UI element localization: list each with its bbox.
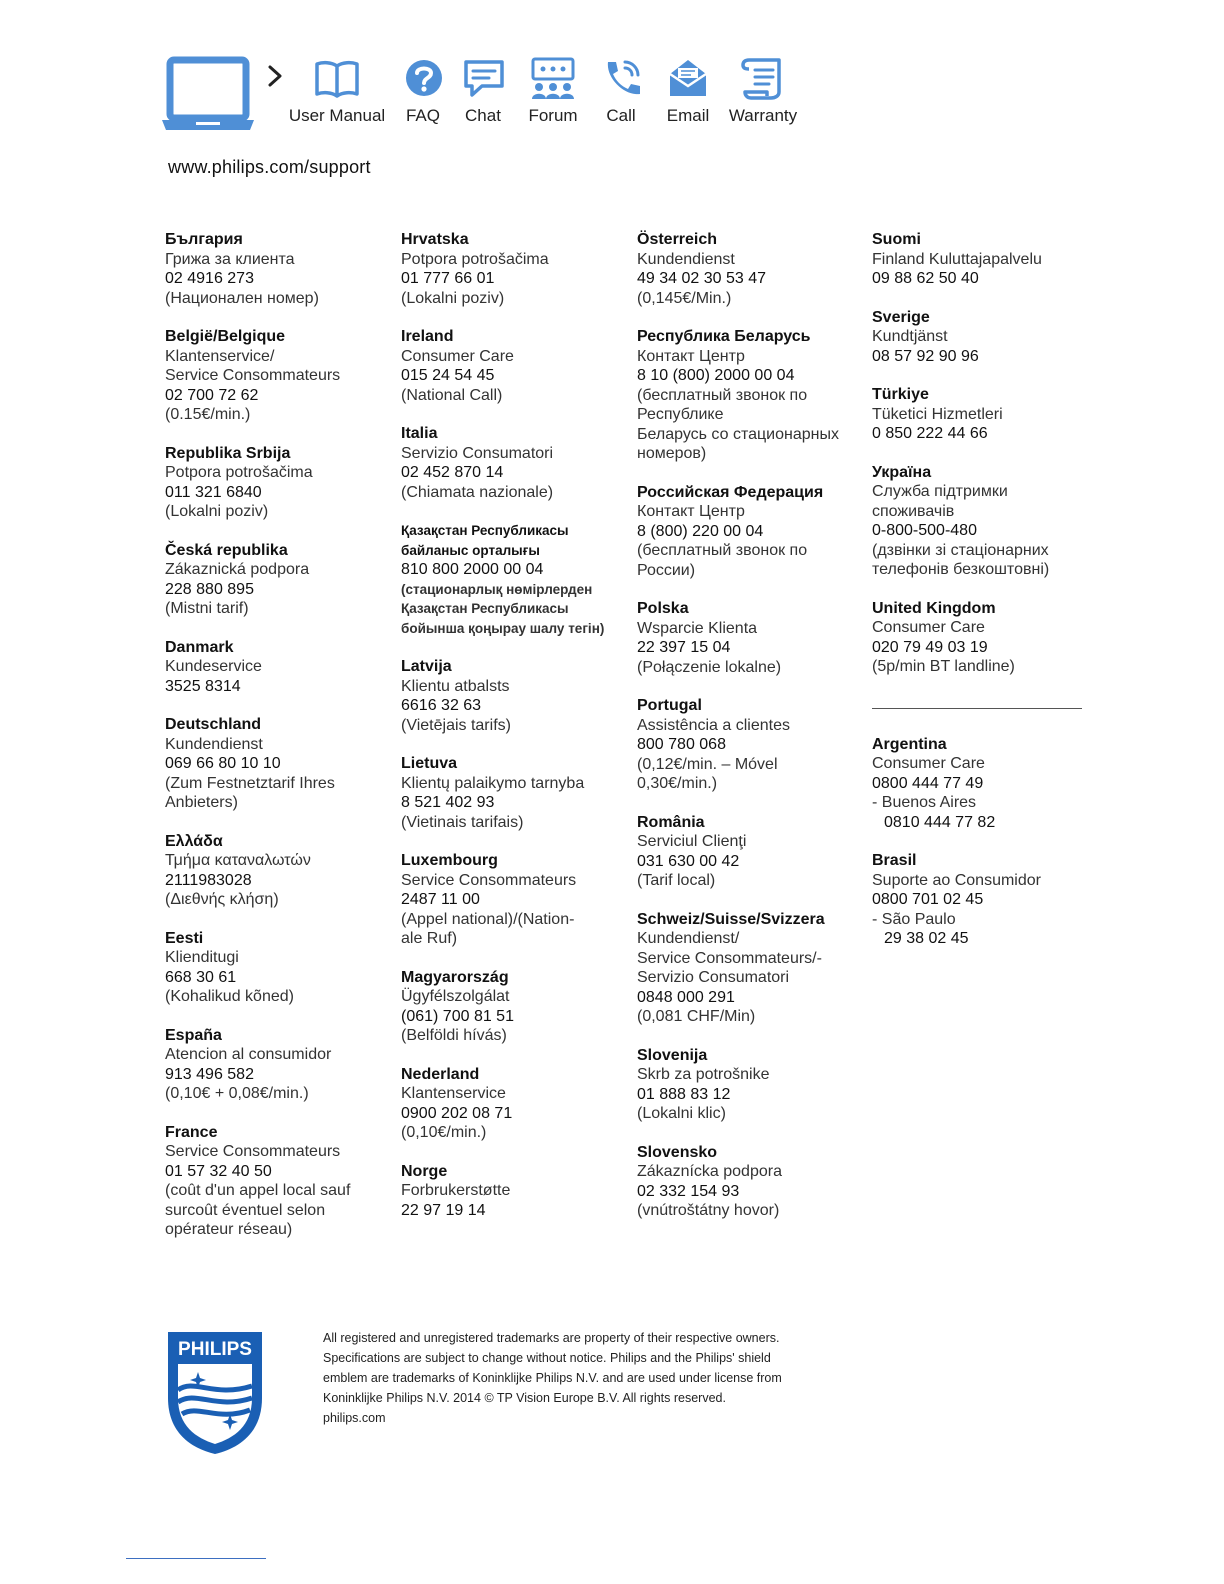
service-name: Kundtjänst: [872, 328, 948, 345]
call-note: Қазақстан Республикасы: [401, 601, 569, 616]
phone-number: 015 24 54 45: [401, 367, 495, 384]
service-name: споживачів: [872, 502, 955, 520]
service-name: Τμήμα καταναλωτών: [165, 852, 311, 869]
contact-entry: [401, 754, 626, 832]
country-name: Brasil: [872, 852, 917, 869]
service-name: Tüketici Hizmetleri: [872, 405, 1003, 423]
phone-number: 0800 701 02 45: [872, 891, 984, 908]
country-name: Česká republika: [165, 541, 288, 559]
contacts-column-2: [401, 230, 626, 1239]
contact-entry: [637, 230, 862, 308]
contact-entry: [637, 696, 862, 794]
call-note: (стационарлық нөмірлерден: [401, 581, 593, 597]
phone-number: 0810 444 77 82: [884, 813, 996, 831]
country-name: France: [165, 1123, 218, 1141]
service-name: Kundendienst: [165, 735, 263, 753]
country-name: Slovenija: [637, 1046, 708, 1064]
nav-call[interactable]: [598, 56, 644, 126]
legal-line: emblem are trademarks of Koninklijke Philips N.V. and are used under license from: [323, 1371, 782, 1385]
service-name: Servizio Consumatori: [637, 969, 790, 986]
call-note: opérateur réseau): [165, 1221, 293, 1238]
contact-entry: [637, 327, 862, 464]
country-name: Российская Федерация: [637, 483, 824, 501]
legal-line: Koninklijke Philips N.V. 2014 © TP Vision Europe B.V. All rights reserved.: [323, 1391, 726, 1405]
phone-number: 0848 000 291: [637, 988, 735, 1006]
service-name: Potpora potrošačima: [401, 250, 549, 268]
service-name: Consumer Care: [401, 347, 514, 365]
service-name: Atencion al consumidor: [165, 1046, 332, 1063]
country-name: Eesti: [165, 929, 204, 947]
phone-number: 8 521 402 93: [401, 794, 495, 811]
contact-entry: [872, 599, 1097, 677]
contact-entry: [872, 463, 1097, 580]
contact-entry: [872, 735, 1097, 833]
contact-entry: [165, 327, 390, 425]
call-note: (Vietējais tarifs): [401, 716, 511, 734]
service-name: Zákaznická podpora: [165, 561, 310, 578]
country-name: España: [165, 1026, 222, 1044]
country-name: Türkiye: [872, 386, 929, 403]
service-name: Service Consommateurs: [165, 367, 341, 384]
contact-entry: [401, 1162, 626, 1221]
phone-number: 29 38 02 45: [884, 930, 969, 947]
call-note: телефонів безкоштовні): [872, 561, 1050, 578]
phone-number: 668 30 61: [165, 968, 237, 986]
phone-number: 8 10 (800) 2000 00 04: [637, 367, 795, 384]
call-note: (Vietinais tarifais): [401, 813, 524, 831]
phone-number: 08 57 92 90 96: [872, 347, 979, 365]
call-note: (Appel national)/(Nation-: [401, 910, 575, 928]
legal-notice: [323, 1328, 843, 1428]
nav-chat-label: Chat: [465, 106, 501, 125]
call-note: Беларусь со стационарных: [637, 425, 839, 443]
call-note: - São Paulo: [872, 910, 956, 928]
service-name: Контакт Центр: [637, 503, 745, 520]
call-note: (National Call): [401, 386, 503, 404]
service-name: Kundendienst: [637, 250, 735, 268]
call-note: (Chiamata nazionale): [401, 483, 554, 501]
phone-number: 069 66 80 10 10: [165, 755, 281, 772]
call-note: номеров): [637, 445, 707, 462]
contact-entry: [872, 385, 1097, 444]
country-name: Slovensko: [637, 1143, 718, 1161]
nav-chat[interactable]: [460, 56, 506, 126]
contact-entry: [165, 929, 390, 1007]
contacts-column-1: [165, 230, 390, 1259]
contact-entry: [165, 1123, 390, 1240]
contact-entry: [165, 638, 390, 697]
country-name: Sverige: [872, 308, 930, 326]
call-note: (Национален номер): [165, 289, 319, 307]
service-name: Skrb za potrošnike: [637, 1066, 770, 1083]
country-name: Deutschland: [165, 716, 262, 733]
call-note: (Mistni tarif): [165, 600, 249, 617]
call-note: (vnútroštátny hovor): [637, 1202, 780, 1219]
phone-number: 2111983028: [165, 871, 252, 889]
service-name: Klienditugi: [165, 949, 239, 966]
phone-number: 6616 32 63: [401, 697, 482, 714]
nav-warranty-label: Warranty: [728, 106, 798, 125]
phone-number: 020 79 49 03 19: [872, 638, 988, 656]
service-name: Potpora potrošačima: [165, 464, 313, 481]
service-name: Consumer Care: [872, 755, 985, 772]
country-name: Schweiz/Suisse/Svizzera: [637, 910, 825, 928]
call-note: (Połączenie lokalne): [637, 658, 782, 676]
country-name: Республика Беларусь: [637, 328, 811, 345]
country-name: Italia: [401, 425, 438, 442]
call-note: (Belföldi hívás): [401, 1027, 507, 1044]
phone-number: 22 397 15 04: [637, 639, 731, 656]
contact-entry: [872, 308, 1097, 367]
email-icon: [664, 56, 712, 100]
call-note: surcoût éventuel selon: [165, 1201, 326, 1219]
call-note: (0,10€/min.): [401, 1124, 487, 1141]
contacts-column-4: [872, 230, 1097, 968]
contact-entry: [165, 541, 390, 619]
question-icon: [400, 56, 448, 100]
call-note: 0,30€/min.): [637, 775, 718, 792]
nav-email-label: Email: [666, 106, 710, 125]
service-name: Wsparcie Klienta: [637, 619, 758, 637]
call-note: ale Ruf): [401, 930, 458, 947]
contact-entry: [637, 1143, 862, 1221]
country-name: Danmark: [165, 638, 234, 656]
contact-entry: [165, 444, 390, 522]
country-name: Portugal: [637, 697, 702, 714]
phone-number: 49 34 02 30 53 47: [637, 270, 767, 287]
call-note: (Kohalikud kõned): [165, 988, 294, 1005]
warranty-icon: [739, 56, 787, 100]
contact-entry: [637, 813, 862, 891]
nav-faq[interactable]: [400, 56, 446, 126]
phone-number: 3525 8314: [165, 677, 241, 695]
contact-entry: [637, 910, 862, 1027]
nav-email[interactable]: [664, 56, 712, 126]
phone-number: 01 57 32 40 50: [165, 1162, 272, 1180]
country-name: Ελλάδα: [165, 832, 223, 850]
nav-forum-label: Forum: [528, 106, 578, 125]
chevron-right-icon: [266, 63, 284, 89]
nav-user-manual-label: User Manual: [288, 106, 386, 125]
philips-shield-logo: [164, 1328, 266, 1456]
contact-entry: [637, 1046, 862, 1124]
contact-entry: [165, 1026, 390, 1104]
phone-number: 22 97 19 14: [401, 1201, 486, 1219]
country-name: байланыс орталығы: [401, 542, 540, 558]
phone-number: 031 630 00 42: [637, 852, 740, 870]
contact-entry: [401, 657, 626, 735]
service-name: Kundeservice: [165, 658, 262, 675]
legal-line: Specifications are subject to change without notice. Philips and the Philips' shield: [323, 1351, 771, 1365]
contact-entry: [401, 327, 626, 405]
country-name: United Kingdom: [872, 599, 996, 617]
phone-number: (061) 700 81 51: [401, 1007, 514, 1025]
contact-entry: [165, 832, 390, 910]
service-name: Грижа за клиента: [165, 250, 295, 268]
contact-entry: [637, 599, 862, 677]
service-name: Assistência a clientes: [637, 716, 790, 734]
country-name: Україна: [872, 463, 932, 481]
bottom-rule: [126, 1558, 266, 1559]
phone-number: 011 321 6840: [165, 483, 262, 501]
phone-number: 810 800 2000 00 04: [401, 561, 544, 578]
phone-number: 02 700 72 62: [165, 386, 259, 404]
contact-entry: [401, 968, 626, 1046]
country-name: Hrvatska: [401, 231, 469, 248]
phone-number: 8 (800) 220 00 04: [637, 522, 764, 540]
service-name: Контакт Центр: [637, 347, 745, 365]
phone-number: 2487 11 00: [401, 891, 480, 908]
service-name: Ügyfélszolgálat: [401, 988, 510, 1005]
service-name: Serviciul Clienţi: [637, 833, 747, 850]
call-note: (0,12€/min. – Móvel: [637, 755, 778, 773]
nav-warranty[interactable]: [724, 56, 802, 126]
country-name: Norge: [401, 1162, 448, 1180]
call-note: России): [637, 561, 696, 579]
service-name: Forbrukerstøtte: [401, 1182, 511, 1199]
country-name: Argentina: [872, 735, 947, 753]
phone-number: 09 88 62 50 40: [872, 270, 979, 287]
nav-forum[interactable]: [524, 56, 582, 126]
country-name: Magyarország: [401, 968, 509, 986]
phone-number: 02 4916 273: [165, 270, 254, 287]
forum-icon: [529, 56, 577, 100]
phone-number: 0900 202 08 71: [401, 1104, 513, 1122]
contact-entry: [401, 521, 626, 638]
divider: [872, 708, 1082, 709]
book-icon: [313, 56, 361, 100]
chat-icon: [460, 56, 508, 100]
call-note: - Buenos Aires: [872, 794, 977, 811]
call-note: (Διεθνής κλήση): [165, 891, 279, 908]
call-note: (5p/min BT landline): [872, 658, 1015, 675]
country-name: België/Belgique: [165, 328, 286, 345]
country-name: Lietuva: [401, 755, 458, 772]
call-note: (Lokalni poziv): [165, 503, 269, 520]
country-name: Suomi: [872, 231, 921, 248]
call-note: бойынша қоңырау шалу тегін): [401, 620, 605, 636]
phone-number: 913 496 582: [165, 1065, 254, 1083]
service-name: Service Consommateurs: [165, 1143, 341, 1160]
phone-number: 02 452 870 14: [401, 464, 504, 481]
country-name: Ireland: [401, 328, 454, 345]
service-name: Service Consommateurs/-: [637, 949, 822, 967]
phone-icon: [598, 56, 646, 100]
country-name: Republika Srbija: [165, 444, 291, 462]
nav-user-manual[interactable]: [286, 56, 388, 126]
service-name: Klantenservice: [401, 1085, 506, 1102]
country-name: Қазақстан Республикасы: [401, 523, 569, 538]
nav-faq-label: FAQ: [405, 106, 440, 125]
support-url-link[interactable]: www.philips.com/support: [168, 157, 371, 177]
nav-call-label: Call: [606, 106, 636, 125]
service-name: Служба підтримки: [872, 483, 1008, 500]
country-name: Nederland: [401, 1065, 480, 1083]
country-name: Latvija: [401, 658, 452, 675]
service-name: Service Consommateurs: [401, 871, 577, 889]
country-name: Österreich: [637, 231, 718, 248]
phone-number: 01 888 83 12: [637, 1085, 731, 1103]
service-name: Servizio Consumatori: [401, 444, 554, 462]
service-name: Suporte ao Consumidor: [872, 871, 1041, 889]
contact-entry: [872, 230, 1097, 289]
call-note: Республике: [637, 406, 724, 423]
contact-entry: [401, 851, 626, 949]
call-note: (0,10€ + 0,08€/min.): [165, 1085, 309, 1102]
legal-line: All registered and unregistered trademarks are property of their respective owners.: [323, 1331, 780, 1345]
country-name: România: [637, 813, 705, 831]
country-name: Polska: [637, 600, 689, 617]
phone-number: 0-800-500-480: [872, 522, 977, 539]
call-note: (Lokalni poziv): [401, 289, 505, 307]
country-name: България: [165, 231, 243, 248]
service-name: Klantenservice/: [165, 347, 275, 365]
legal-line: philips.com: [323, 1411, 386, 1425]
contact-entry: [165, 715, 390, 813]
contact-entry: [872, 851, 1097, 949]
call-note: (0,145€/Min.): [637, 289, 732, 307]
call-note: (0,081 CHF/Min): [637, 1008, 756, 1025]
laptop-icon: [160, 56, 256, 134]
call-note: (Tarif local): [637, 872, 716, 889]
service-name: Finland Kuluttajapalvelu: [872, 250, 1042, 268]
service-name: Consumer Care: [872, 619, 985, 636]
phone-number: 0800 444 77 49: [872, 774, 984, 792]
call-note: (Zum Festnetztarif Ihres: [165, 774, 335, 792]
call-note: (Lokalni klic): [637, 1105, 726, 1122]
service-name: Zákaznícka podpora: [637, 1163, 782, 1180]
call-note: (coût d'un appel local sauf: [165, 1182, 351, 1199]
country-name: Luxembourg: [401, 852, 498, 869]
call-note: (дзвінки зі стаціонарних: [872, 541, 1049, 559]
service-name: Klientų palaikymo tarnyba: [401, 774, 585, 792]
phone-number: 0 850 222 44 66: [872, 425, 988, 442]
contact-entry: [401, 1065, 626, 1143]
phone-number: 02 332 154 93: [637, 1182, 740, 1200]
service-name: Kundendienst/: [637, 930, 740, 947]
phone-number: 01 777 66 01: [401, 270, 495, 287]
contact-entry: [637, 483, 862, 581]
contact-entry: [165, 230, 390, 308]
phone-number: 800 780 068: [637, 736, 726, 753]
call-note: (бесплатный звонок по: [637, 386, 808, 404]
contacts-column-3: [637, 230, 862, 1240]
call-note: Anbieters): [165, 794, 238, 811]
phone-number: 228 880 895: [165, 580, 254, 598]
service-name: Klientu atbalsts: [401, 677, 510, 695]
call-note: (0.15€/min.): [165, 406, 251, 423]
contact-entry: [401, 424, 626, 502]
contact-entry: [401, 230, 626, 308]
logo-wordmark: PHILIPS: [178, 1339, 252, 1360]
call-note: (бесплатный звонок по: [637, 542, 808, 559]
